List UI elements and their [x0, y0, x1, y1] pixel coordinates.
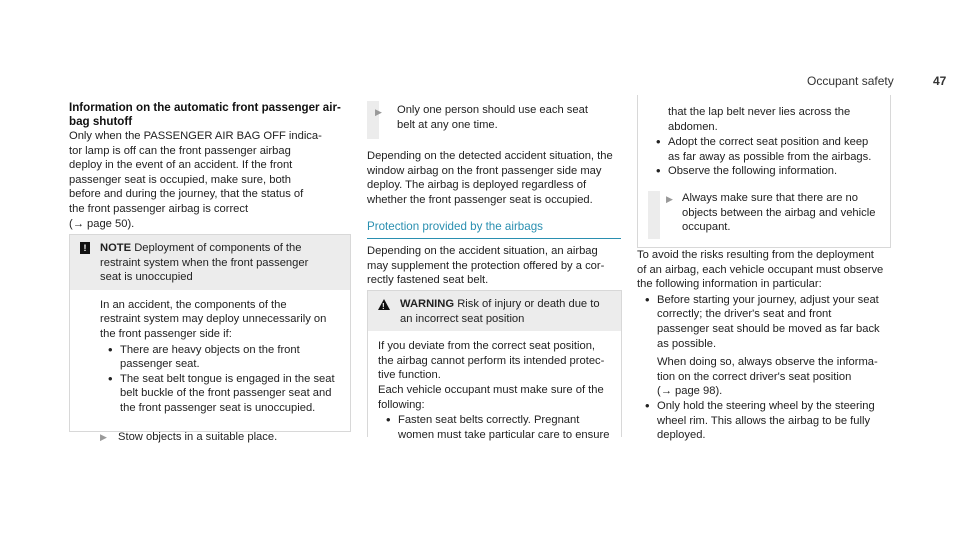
observation-bullets	[637, 293, 897, 443]
note-instruction: ▶ Stow objects in a suitable place.	[100, 430, 278, 443]
section-title: Information on the automatic front passenger air- bag shutoff	[69, 101, 341, 128]
running-header: Occupant safety	[807, 74, 894, 88]
list-item: • Adopt the correct seat position and keep as far away as possible from the airbags.	[648, 135, 890, 164]
protection-paragraph: Depending on the accident situation, an airbag may supplement the protection offered by a cor- rectly fastened seat belt.	[367, 245, 605, 287]
list-item: • There are heavy objects on the front passenger seat.	[100, 343, 340, 372]
warning-bullets	[378, 413, 611, 442]
note-box	[69, 234, 351, 443]
section-heading: Protection provided by the airbags	[367, 220, 621, 239]
observation-section	[637, 248, 897, 443]
warning-body	[368, 331, 621, 450]
note-intro: In an accident, the components of the restraint system may deploy unnecessarily on the front passenger side if:	[100, 298, 327, 340]
warning-box-continued	[637, 95, 891, 248]
observation-paragraph: To avoid the risks resulting from the deployment of an airbag, each vehicle occupant must observe the following information in particular:	[637, 249, 884, 291]
triangle-right-icon: ▶	[100, 431, 107, 442]
page-number: 47	[933, 74, 947, 88]
column-1	[69, 101, 354, 231]
warning-continued-text: that the lap belt never lies across the abdomen.	[668, 106, 851, 133]
window-airbag-paragraph: Depending on the detected accident situation, the window airbag on the front passenger side may deploy. The airbag is deployed regardless of whether the front passenger seat is occupied.	[367, 150, 613, 206]
intro-paragraph: Only when the PASSENGER AIR BAG OFF indica- tor lamp is off can the front passenger airbag deploy in the event of an accident. If the front passenger seat is occupied, make sure, both before and during the journey, that the status of the front passenger airbag is correct (→ page 50).	[69, 130, 322, 230]
list-item: • Only hold the steering wheel by the steering wheel rim. This allows the airbag to be fully deployed.	[637, 399, 897, 443]
instruction-block: ▶ Only one person should use each seat belt at any one time.	[367, 101, 620, 139]
warning-box	[367, 290, 622, 441]
list-item: • Fasten seat belts correctly. Pregnant women must take particular care to ensure	[378, 413, 611, 442]
warning-text: If you deviate from the correct seat position, the airbag cannot perform its intended protec- tive function. Each vehicle occupant must make sure of the following:	[378, 340, 605, 411]
exclamation-icon: !	[80, 242, 90, 254]
list-item: • The seat belt tongue is engaged in the seat belt buckle of the front passenger seat and the front passenger seat is unoccupied.	[100, 372, 340, 416]
list-item: • Observe the following information.	[648, 164, 890, 179]
warning-continued-bullets	[638, 135, 890, 179]
instruction-block: ▶ Always make sure that there are no objects between the airbag and vehicle occupant.	[648, 191, 890, 239]
note-bullets	[100, 343, 340, 416]
warning-header: ! WARNING Risk of injury or death due to an incorrect seat position	[368, 291, 621, 331]
warning-triangle-icon	[378, 299, 390, 310]
note-header: ! NOTE Deployment of components of the restraint system when the front passenger seat is unoccupied	[70, 235, 350, 290]
note-body	[70, 290, 350, 452]
triangle-right-icon: ▶	[375, 107, 382, 117]
triangle-right-icon: ▶	[666, 193, 673, 204]
list-item: • Before starting your journey, adjust your seat correctly; the driver's seat and front passenger seat should be moved as far back as possible. When doing so, always observe the informa- tion on the correct driver's seat position (→ page 98).	[637, 293, 897, 399]
